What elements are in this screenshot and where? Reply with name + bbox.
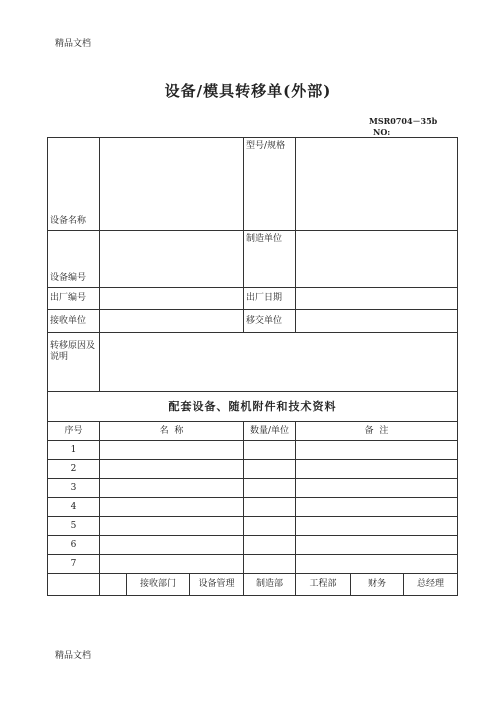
row-number: 4 xyxy=(48,498,100,517)
row-number: 1 xyxy=(48,441,100,460)
page-title: 设备/模具转移单(外部) xyxy=(164,82,332,100)
value-transferring-unit[interactable] xyxy=(296,310,458,333)
column-header-remark: 备 注 xyxy=(296,422,458,441)
item-name-cell[interactable] xyxy=(100,441,244,460)
column-header-seq: 序号 xyxy=(48,422,100,441)
label-equipment-name: 设备名称 xyxy=(48,138,100,231)
signature-blank-cell xyxy=(48,574,100,596)
column-header-name: 名 称 xyxy=(100,422,244,441)
label-receiving-unit: 接收单位 xyxy=(48,310,100,333)
doc-code-text: MSR0704－35b xyxy=(369,116,438,126)
row-equipment-no xyxy=(48,231,458,288)
value-reason[interactable] xyxy=(100,333,458,392)
label-equipment-no: 设备编号 xyxy=(48,231,100,288)
table-row xyxy=(48,517,458,536)
column-header-qty: 数量/单位 xyxy=(244,422,296,441)
item-remark-cell[interactable] xyxy=(296,498,458,517)
item-name-cell[interactable] xyxy=(100,555,244,574)
item-qty-cell[interactable] xyxy=(244,517,296,536)
doc-number-label: NO: xyxy=(373,127,391,137)
item-qty-cell[interactable] xyxy=(244,479,296,498)
item-name-cell[interactable] xyxy=(100,517,244,536)
table-row xyxy=(48,479,458,498)
section-title: 配套设备、随机附件和技术资料 xyxy=(48,392,458,422)
row-reason xyxy=(48,333,458,392)
row-number: 5 xyxy=(48,517,100,536)
item-name-cell[interactable] xyxy=(100,479,244,498)
signature-equipment-mgmt[interactable]: 设备管理 xyxy=(190,574,244,596)
value-factory-no[interactable] xyxy=(100,288,244,310)
item-remark-cell[interactable] xyxy=(296,555,458,574)
item-remark-cell[interactable] xyxy=(296,517,458,536)
header-note: 精品文档 xyxy=(55,39,92,49)
document-code xyxy=(369,116,437,138)
row-number: 7 xyxy=(48,555,100,574)
table-row xyxy=(48,555,458,574)
signature-engineering[interactable]: 工程部 xyxy=(296,574,351,596)
label-transferring-unit: 移交单位 xyxy=(244,310,296,333)
item-name-cell[interactable] xyxy=(100,460,244,479)
signature-manufacturing[interactable]: 制造部 xyxy=(244,574,296,596)
item-qty-cell[interactable] xyxy=(244,555,296,574)
item-qty-cell[interactable] xyxy=(244,460,296,479)
row-number: 6 xyxy=(48,536,100,555)
row-factory xyxy=(48,288,458,310)
item-remark-cell[interactable] xyxy=(296,441,458,460)
transfer-form-table xyxy=(47,137,458,596)
item-qty-cell[interactable] xyxy=(244,498,296,517)
item-qty-cell[interactable] xyxy=(244,536,296,555)
item-remark-cell[interactable] xyxy=(296,479,458,498)
signature-finance[interactable]: 财务 xyxy=(351,574,404,596)
row-number: 2 xyxy=(48,460,100,479)
footer-note: 精品文档 xyxy=(55,651,92,661)
value-equipment-no[interactable] xyxy=(100,231,244,288)
value-receiving-unit[interactable] xyxy=(100,310,244,333)
value-manufacturer[interactable] xyxy=(296,231,458,288)
row-number: 3 xyxy=(48,479,100,498)
item-remark-cell[interactable] xyxy=(296,460,458,479)
value-model-spec[interactable] xyxy=(296,138,458,231)
label-factory-no: 出厂编号 xyxy=(48,288,100,310)
label-manufacturer: 制造单位 xyxy=(244,231,296,288)
table-row xyxy=(48,536,458,555)
table-row xyxy=(48,460,458,479)
label-reason: 转移原因及说明 xyxy=(48,333,100,392)
row-column-headers xyxy=(48,422,458,441)
label-model-spec: 型号/规格 xyxy=(244,138,296,231)
value-factory-date[interactable] xyxy=(296,288,458,310)
item-remark-cell[interactable] xyxy=(296,536,458,555)
signature-receiving-dept[interactable]: 接收部门 xyxy=(127,574,190,596)
row-units xyxy=(48,310,458,333)
label-factory-date: 出厂日期 xyxy=(244,288,296,310)
item-name-cell[interactable] xyxy=(100,536,244,555)
signature-general-manager[interactable]: 总经理 xyxy=(404,574,458,596)
item-name-cell[interactable] xyxy=(100,498,244,517)
row-signatures xyxy=(48,574,458,596)
row-equipment-name xyxy=(48,138,458,231)
signature-blank-cell xyxy=(100,574,127,596)
table-row xyxy=(48,441,458,460)
item-qty-cell[interactable] xyxy=(244,441,296,460)
value-equipment-name[interactable] xyxy=(100,138,244,231)
row-section-title xyxy=(48,392,458,422)
table-row xyxy=(48,498,458,517)
